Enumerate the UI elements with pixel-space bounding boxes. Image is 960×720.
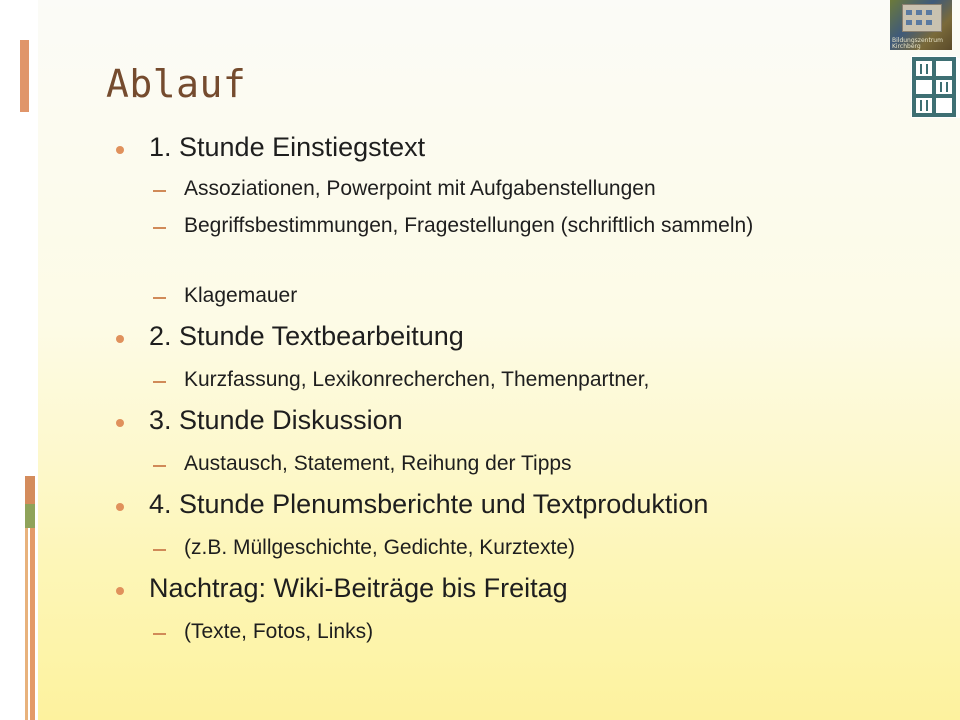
bullet-dot <box>116 146 124 154</box>
bullet-item: 2. Stunde Textbearbeitung <box>149 321 464 351</box>
sub-bullet-item: (Texte, Fotos, Links) <box>184 620 374 643</box>
logo-text: Bildungszentrum Kirchberg <box>892 37 943 50</box>
sub-bullet-item: Kurzfassung, Lexikonrecherchen, Themenpartner, <box>184 368 650 391</box>
bullet-dot <box>116 335 124 343</box>
bullet-item: 3. Stunde Diskussion <box>149 405 403 435</box>
bullet-dot <box>116 503 124 511</box>
sub-bullet-item: (z.B. Müllgeschichte, Gedichte, Kurztexte) <box>184 536 575 559</box>
sub-bullet-item: Begriffsbestimmungen, Fragestellungen (schriftlich sammeln) <box>184 214 754 237</box>
sub-bullet-dash <box>153 227 166 229</box>
bullet-item: 4. Stunde Plenumsberichte und Textproduktion <box>149 489 709 519</box>
sub-bullet-item: Klagemauer <box>184 284 298 307</box>
sub-bullet-dash <box>153 633 166 635</box>
sub-bullet-dash <box>153 549 166 551</box>
sub-bullet-dash <box>153 297 166 299</box>
bullet-dot <box>116 419 124 427</box>
sub-bullet-dash <box>153 465 166 467</box>
bullet-item: 1. Stunde Einstiegstext <box>149 132 426 162</box>
bullet-item: Nachtrag: Wiki-Beiträge bis Freitag <box>149 573 568 603</box>
sub-bullet-dash <box>153 381 166 383</box>
bullet-dot <box>116 587 124 595</box>
sub-bullet-item: Assoziationen, Powerpoint mit Aufgabenstellungen <box>184 177 656 200</box>
sub-bullet-item: Austausch, Statement, Reihung der Tipps <box>184 452 572 475</box>
sub-bullet-dash <box>153 190 166 192</box>
slide-title: Ablauf <box>106 62 247 106</box>
